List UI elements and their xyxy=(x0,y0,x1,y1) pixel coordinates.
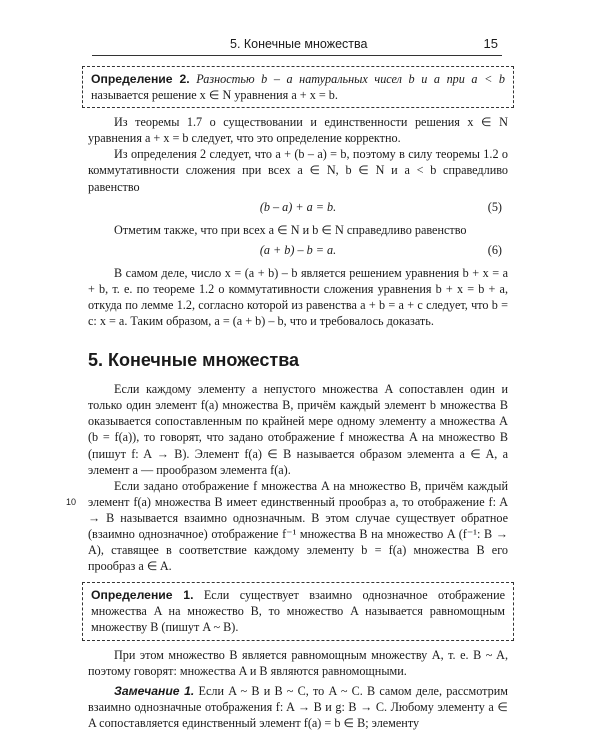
definition-1-text: Если существует взаимно однозначное отображение множества A на множество B, то множество A называется равномощным множеству B (пишут A ~ B). xyxy=(91,588,506,635)
after-definition-paragraph: При этом множество B является равномощным множеству A, т. е. B ~ A, поэтому говорят: множества A и B являются равномощными. xyxy=(88,647,508,678)
remark-1-text: Если A ~ B и B ~ C, то A ~ C. В самом деле, рассмотрим взаимно однозначные отображения f: A → B и g: B → C. Любому элементу a ∈ A сопоставляется единственный элемент f(a) = b ∈ B; элементу xyxy=(88,683,508,730)
definition-2-box xyxy=(82,66,514,108)
definition-2-label: Определение 2. xyxy=(91,72,190,86)
formula-6-expr: (a + b) – b = a. xyxy=(259,242,337,257)
paragraph-2: Из определения 2 следует, что a + (b – a) = b, поэтому в силу теоремы 1.2 о коммутативности сложения при всех a ∈ N, b ∈ N и a < b справедливо равенство xyxy=(88,147,508,194)
formula-5-number: (5) xyxy=(487,199,502,214)
remark-1-label: Замечание 1. xyxy=(114,683,195,698)
section-title: 5. Конечные множества xyxy=(88,350,300,371)
remark-1 xyxy=(88,683,508,731)
definition-2 xyxy=(91,71,505,103)
running-title: 5. Конечные множества xyxy=(230,37,368,51)
page-number: 15 xyxy=(483,36,498,51)
definition-1 xyxy=(91,587,505,635)
margin-number: 10 xyxy=(66,497,77,507)
definition-2-italic: Разностью b – a натуральных чисел b и a при a < b xyxy=(196,72,506,86)
paragraph-4: В самом деле, число x = (a + b) – b является решением уравнения b + x = a + b, т. е. по теореме 1.2 о коммутативности сложения уравнения b + x = b + a, откуда по лемме 1.2, согласно которой из равенства a + b = a + c следует, что b = c: x = a. Таким образом, a = (a + b) – b, что и требовалось доказать. xyxy=(88,265,508,329)
paragraph-3: Отметим также, что при всех a ∈ N и b ∈ N справедливо равенство xyxy=(114,222,467,237)
formula-6-number: (6) xyxy=(487,242,502,257)
definition-1-label: Определение 1. xyxy=(91,588,194,603)
section-paragraph-1: Если каждому элементу a непустого множества A сопоставлен один и только один элемент f(a) множества B, причём каждый элемент b множества B оказывается сопоставленным по крайней мере одному элементу a множества A (b = f(a)), то говорят, что задано отображение f множества A на множество B (пишут f: A → B). Элемент f(a) ∈ B называется образом элемента a ∈ A, а элемент a — прообразом элемента f(a). xyxy=(88,382,508,477)
formula-5 xyxy=(88,199,508,217)
page-header xyxy=(92,33,502,56)
section-paragraph-2: Если задано отображение f множества A на множество B, причём каждый элемент f(a) множества B имеет единственный прообраз a, то отображение f: A → B называется взаимно однозначным. В этом случае существует обратное (взаимно однозначное) отображение f⁻¹ множества B на множество A (f⁻¹: B → A), ставящее в соответствие каждому элементу b = f(a) множества B его прообраз a ∈ A. xyxy=(88,478,508,574)
formula-6 xyxy=(88,242,508,260)
formula-5-expr: (b – a) + a = b. xyxy=(259,199,337,214)
definition-2-rest: называется решение x ∈ N уравнения a + x = b. xyxy=(91,88,338,103)
page-body xyxy=(88,66,508,731)
definition-1-box xyxy=(82,582,514,640)
paragraph-1: Из теоремы 1.7 о существовании и единственности решения x ∈ N уравнения a + x = b следует, что это определение корректно. xyxy=(88,115,508,146)
